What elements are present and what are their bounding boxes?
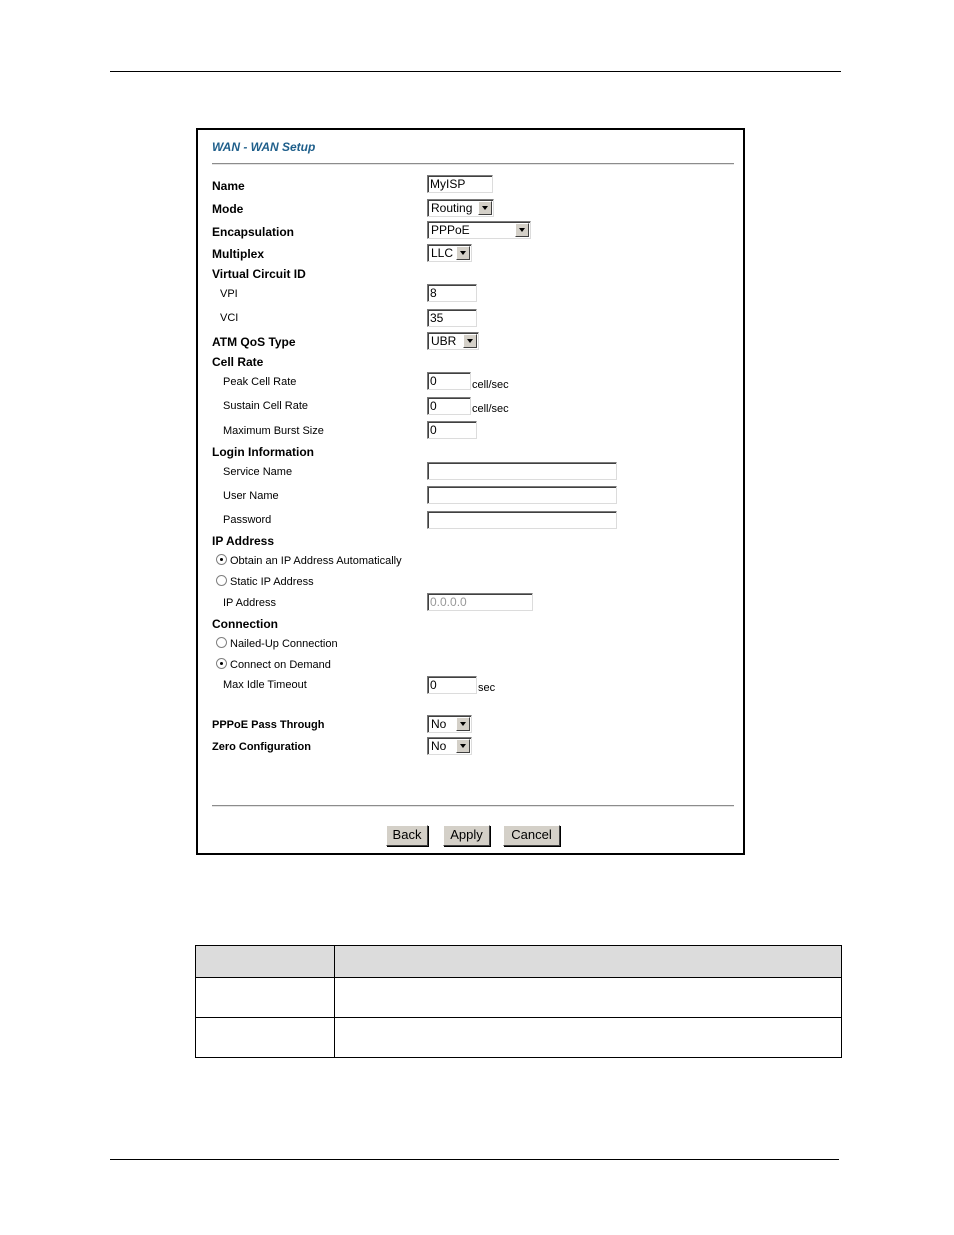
password-input[interactable] xyxy=(427,511,617,529)
login-information-heading: Login Information xyxy=(212,445,314,459)
cell-rate-heading: Cell Rate xyxy=(212,355,264,369)
pppoe-pass-through-value: No xyxy=(431,717,447,731)
peak-cell-rate-unit: cell/sec xyxy=(472,379,509,391)
name-label: Name xyxy=(212,179,245,193)
footer-rule xyxy=(110,1159,839,1160)
connect-on-demand-label: Connect on Demand xyxy=(230,659,331,671)
table-cell xyxy=(335,1018,842,1058)
chevron-down-icon[interactable] xyxy=(463,334,477,348)
table-header-cell xyxy=(196,946,335,978)
pppoe-pass-through-select[interactable] xyxy=(427,715,472,733)
atm-qos-type-select[interactable] xyxy=(427,332,479,350)
password-label: Password xyxy=(223,514,272,526)
zero-configuration-value: No xyxy=(431,739,447,753)
name-input[interactable]: MyISP xyxy=(427,175,493,193)
obtain-auto-label: Obtain an IP Address Automatically xyxy=(230,555,402,567)
footer-divider xyxy=(212,805,734,807)
pppoe-pass-through-label: PPPoE Pass Through xyxy=(212,719,325,731)
panel-title: WAN - WAN Setup xyxy=(212,140,316,154)
zero-configuration-select[interactable] xyxy=(427,737,472,755)
vci-input[interactable]: 35 xyxy=(427,309,477,327)
static-ip-label: Static IP Address xyxy=(230,576,314,588)
sustain-cell-rate-input[interactable]: 0 xyxy=(427,397,471,415)
ip-address-heading: IP Address xyxy=(212,534,275,548)
cancel-button[interactable]: Cancel xyxy=(503,825,560,846)
table-row xyxy=(196,978,842,1018)
encapsulation-label: Encapsulation xyxy=(212,225,295,239)
maximum-burst-size-label: Maximum Burst Size xyxy=(223,425,324,437)
chevron-down-icon[interactable] xyxy=(478,201,492,215)
maximum-burst-size-input[interactable]: 0 xyxy=(427,421,477,439)
vci-label: VCI xyxy=(220,312,239,324)
chevron-down-icon[interactable] xyxy=(515,223,529,237)
sustain-cell-rate-unit: cell/sec xyxy=(472,403,509,415)
title-divider xyxy=(212,163,734,165)
chevron-down-icon[interactable] xyxy=(456,739,470,753)
obtain-auto-radio[interactable] xyxy=(216,554,227,565)
connection-heading: Connection xyxy=(212,617,278,631)
reference-table xyxy=(195,945,842,1058)
peak-cell-rate-label: Peak Cell Rate xyxy=(223,376,297,388)
zero-configuration-label: Zero Configuration xyxy=(212,741,311,753)
table-cell xyxy=(335,978,842,1018)
peak-cell-rate-input[interactable]: 0 xyxy=(427,372,471,390)
vpi-input[interactable]: 8 xyxy=(427,284,477,302)
mode-select[interactable] xyxy=(427,199,494,217)
encapsulation-select[interactable] xyxy=(427,221,531,239)
multiplex-label: Multiplex xyxy=(212,247,265,261)
sustain-cell-rate-label: Sustain Cell Rate xyxy=(223,400,308,412)
table-row xyxy=(196,1018,842,1058)
max-idle-timeout-unit: sec xyxy=(478,682,496,694)
chevron-down-icon[interactable] xyxy=(456,246,470,260)
table-header-cell xyxy=(335,946,842,978)
back-button[interactable]: Back xyxy=(386,825,428,846)
max-idle-timeout-label: Max Idle Timeout xyxy=(223,679,307,691)
wan-setup-panel xyxy=(196,128,745,855)
apply-button[interactable]: Apply xyxy=(443,825,490,846)
encapsulation-value: PPPoE xyxy=(431,223,470,237)
service-name-input[interactable] xyxy=(427,462,617,480)
vpi-label: VPI xyxy=(220,288,238,300)
table-cell xyxy=(196,978,335,1018)
table-cell xyxy=(196,1018,335,1058)
ip-address-label: IP Address xyxy=(223,597,276,609)
max-idle-timeout-input[interactable]: 0 xyxy=(427,676,477,694)
atm-qos-type-label: ATM QoS Type xyxy=(212,335,296,349)
table-header-row xyxy=(196,946,842,978)
nailed-up-radio[interactable] xyxy=(216,637,227,648)
mode-value: Routing xyxy=(431,201,473,215)
user-name-label: User Name xyxy=(223,490,279,502)
chevron-down-icon[interactable] xyxy=(456,717,470,731)
header-rule xyxy=(110,71,841,72)
static-ip-radio[interactable] xyxy=(216,575,227,586)
nailed-up-label: Nailed-Up Connection xyxy=(230,638,338,650)
user-name-input[interactable] xyxy=(427,486,617,504)
connect-on-demand-radio[interactable] xyxy=(216,658,227,669)
atm-qos-type-value: UBR xyxy=(431,334,457,348)
virtual-circuit-id-heading: Virtual Circuit ID xyxy=(212,267,306,281)
ip-address-input[interactable]: 0.0.0.0 xyxy=(427,593,533,611)
mode-label: Mode xyxy=(212,202,244,216)
multiplex-value: LLC xyxy=(431,246,454,260)
multiplex-select[interactable] xyxy=(427,244,472,262)
service-name-label: Service Name xyxy=(223,466,293,478)
